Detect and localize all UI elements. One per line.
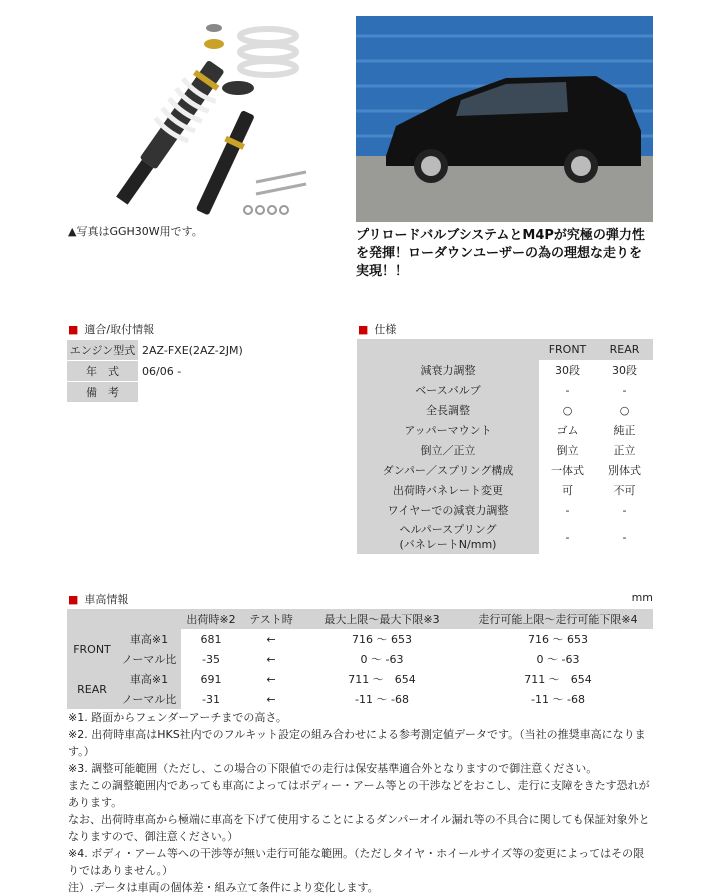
spec-table <box>357 339 653 554</box>
spec-rear: 純正 <box>596 420 653 440</box>
spec-front: 30段 <box>539 360 596 380</box>
cell-ship: 681 <box>181 629 241 649</box>
tagline: プリロードバルブシステムとM4Pが究極の弾力性を発揮！ローダウンユーザーの為の理想な走りを実現！！ <box>356 228 645 279</box>
table-header-row <box>67 609 653 629</box>
cell-test: ← <box>241 689 301 709</box>
spec-rear: - <box>596 380 653 400</box>
spec-rear: 正立 <box>596 440 653 460</box>
cell-max: 711 ～ 654 <box>301 669 463 689</box>
spec-item-line2: (バネレートN/mm) <box>399 538 497 551</box>
spec-front: ○ <box>539 400 596 420</box>
fitment-label: 備 考 <box>67 382 138 403</box>
table-row <box>67 649 653 669</box>
fitment-section-title: ■ 適合/取付情報 <box>68 323 155 336</box>
spec-front: 一体式 <box>539 460 596 480</box>
image-caption: ▲写真はGGH30W用です。 <box>68 225 203 238</box>
cell-test: ← <box>241 669 301 689</box>
table-row <box>357 360 653 380</box>
spec-front: - <box>539 500 596 520</box>
group-label: REAR <box>67 669 117 709</box>
table-row <box>357 400 653 420</box>
spec-item: ワイヤーでの減衰力調整 <box>357 500 539 520</box>
spec-rear: - <box>596 500 653 520</box>
cell-drive: -11 ～ -68 <box>463 689 653 709</box>
table-row <box>357 380 653 400</box>
table-row <box>67 669 653 689</box>
row-label: 車高※1 <box>117 629 181 649</box>
spec-front: ゴム <box>539 420 596 440</box>
header-max: 最大上限～最大下限※3 <box>301 609 463 629</box>
unit-label: mm <box>631 591 653 604</box>
spec-item <box>357 520 539 554</box>
spec-rear: 不可 <box>596 480 653 500</box>
cell-max: 716 ～ 653 <box>301 629 463 649</box>
table-row <box>357 480 653 500</box>
footnote: またこの調整範囲内であっても車高によってはボディー・アーム等との干渉などをおこし、走行に支障をきたす恐れがあります。 <box>68 779 650 809</box>
table-row <box>357 420 653 440</box>
vehicle-section-title: ■ 車高情報 <box>68 593 129 606</box>
table-row <box>357 500 653 520</box>
spec-item: ベースバルブ <box>357 380 539 400</box>
table-row <box>67 689 653 709</box>
spec-rear: - <box>596 520 653 554</box>
fitment-label: 年 式 <box>67 361 138 382</box>
table-header-row <box>357 339 653 360</box>
fitment-value <box>138 382 243 403</box>
cell-ship: -31 <box>181 689 241 709</box>
cell-ship: -35 <box>181 649 241 669</box>
cell-max: 0 ～ -63 <box>301 649 463 669</box>
table-row <box>67 629 653 649</box>
fitment-value: 06/06 - <box>142 364 182 378</box>
spec-item: 全長調整 <box>357 400 539 420</box>
fitment-table <box>67 340 243 402</box>
cell-drive: 716 ～ 653 <box>463 629 653 649</box>
spec-rear: 別体式 <box>596 460 653 480</box>
header-ship: 出荷時※2 <box>181 609 241 629</box>
cell-max: -11 ～ -68 <box>301 689 463 709</box>
footnote: 注）.データは車両の個体差・組み立て条件により変化します。 <box>68 881 379 894</box>
footnote: ※1. 路面からフェンダーアーチまでの高さ。 <box>68 711 287 724</box>
cell-test: ← <box>241 649 301 669</box>
footnote: ※3. 調整可能範囲（ただし、この場合の下限値での走行は保安基準適合外となりますので御注意ください。 <box>68 762 598 775</box>
footnote: なお、出荷時車高から極端に車高を下げて使用することによるダンパーオイル漏れ等の不具合に関しても保証対象外となりますので、御注意ください。） <box>68 813 650 843</box>
spec-header-blank <box>357 339 539 360</box>
table-row <box>67 382 243 403</box>
table-row <box>67 340 243 361</box>
cell-drive: 0 ～ -63 <box>463 649 653 669</box>
fitment-value: 2AZ-FXE(2AZ-2JM) <box>142 343 243 357</box>
spec-item-line1: ヘルパースプリング <box>399 523 497 536</box>
spec-item: 出荷時バネレート変更 <box>357 480 539 500</box>
square-bullet-icon: ■ <box>68 593 79 606</box>
spec-header-rear: REAR <box>596 339 653 360</box>
vehicle-height-table <box>67 609 653 709</box>
spec-front: 可 <box>539 480 596 500</box>
header-test: テスト時 <box>241 609 301 629</box>
spec-item: アッパーマウント <box>357 420 539 440</box>
spec-header-front: FRONT <box>539 339 596 360</box>
spec-front: - <box>539 380 596 400</box>
square-bullet-icon: ■ <box>68 323 79 336</box>
product-image <box>68 14 330 226</box>
header-drive: 走行可能上限～走行可能下限※4 <box>463 609 653 629</box>
fitment-label: エンジン型式 <box>67 340 138 361</box>
cell-drive: 711 ～ 654 <box>463 669 653 689</box>
spec-front: - <box>539 520 596 554</box>
spec-item: ダンパー／スプリング構成 <box>357 460 539 480</box>
group-label: FRONT <box>67 629 117 669</box>
table-row <box>67 361 243 382</box>
spec-front: 倒立 <box>539 440 596 460</box>
table-row <box>357 520 653 554</box>
footnote: ※2. 出荷時車高はHKS社内でのフルキット設定の組み合わせによる参考測定値データです。（当社の推奨車高になります。） <box>68 728 646 758</box>
row-label: ノーマル比 <box>117 689 181 709</box>
spec-item: 倒立／正立 <box>357 440 539 460</box>
row-label: 車高※1 <box>117 669 181 689</box>
spec-item: 減衰力調整 <box>357 360 539 380</box>
car-photo <box>356 16 653 222</box>
row-label: ノーマル比 <box>117 649 181 669</box>
cell-ship: 691 <box>181 669 241 689</box>
cell-test: ← <box>241 629 301 649</box>
spec-section-title: ■ 仕様 <box>358 323 397 336</box>
footnotes <box>68 709 654 896</box>
footnote: ※4. ボディ・アーム等への干渉等が無い走行可能な範囲。（ただしタイヤ・ホイールサイズ等の変更によってはその限りではありません。） <box>68 847 645 877</box>
table-row <box>357 460 653 480</box>
table-row <box>357 440 653 460</box>
spec-rear: 30段 <box>596 360 653 380</box>
square-bullet-icon: ■ <box>358 323 369 336</box>
spec-rear: ○ <box>596 400 653 420</box>
